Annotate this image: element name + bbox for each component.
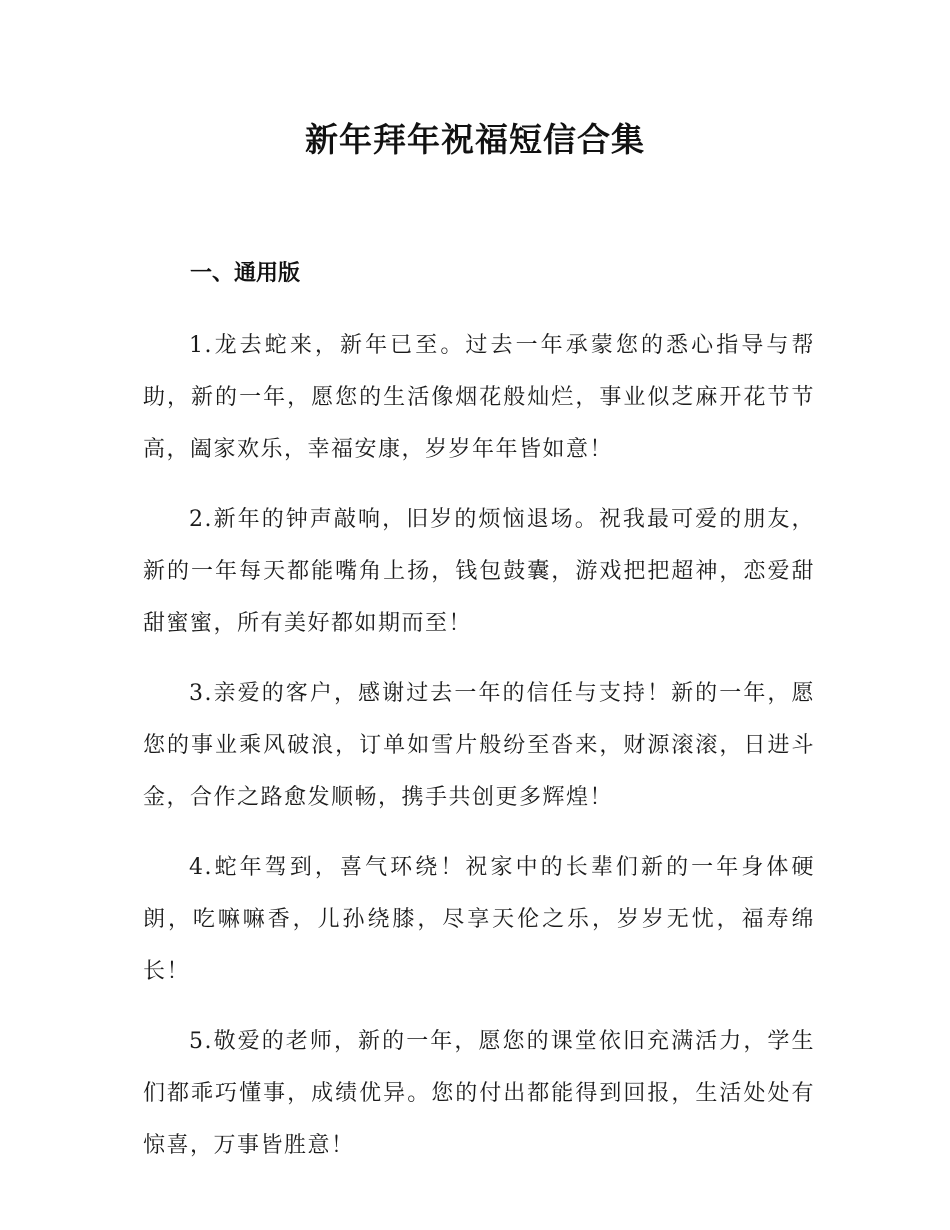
page-title: 新年拜年祝福短信合集 (305, 120, 645, 159)
paragraph-4: 4.蛇年驾到，喜气环绕！祝家中的长辈们新的一年身体硬朗，吃嘛嘛香，儿孙绕膝，尽享天伦之乐，岁岁无忧，福寿绵长！ (143, 855, 815, 984)
paragraph-5: 5.敬爱的老师，新的一年，愿您的课堂依旧充满活力，学生们都乖巧懂事，成绩优异。您的付出都能得到回报，生活处处有惊喜，万事皆胜意！ (143, 1029, 815, 1158)
paragraph-3: 3.亲爱的客户，感谢过去一年的信任与支持！新的一年，愿您的事业乘风破浪，订单如雪片般纷至沓来，财源滚滚，日进斗金，合作之路愈发顺畅，携手共创更多辉煌！ (143, 681, 815, 810)
paragraph-2: 2.新年的钟声敲响，旧岁的烦恼退场。祝我最可爱的朋友，新的一年每天都能嘴角上扬，钱包鼓囊，游戏把把超神，恋爱甜甜蜜蜜，所有美好都如期而至！ (143, 507, 815, 636)
body-text (143, 320, 815, 1190)
section-heading: 一、通用版 (190, 261, 301, 286)
paragraph-1: 1.龙去蛇来，新年已至。过去一年承蒙您的悉心指导与帮助，新的一年，愿您的生活像烟花般灿烂，事业似芝麻开花节节高，阖家欢乐，幸福安康，岁岁年年皆如意！ (143, 333, 815, 462)
